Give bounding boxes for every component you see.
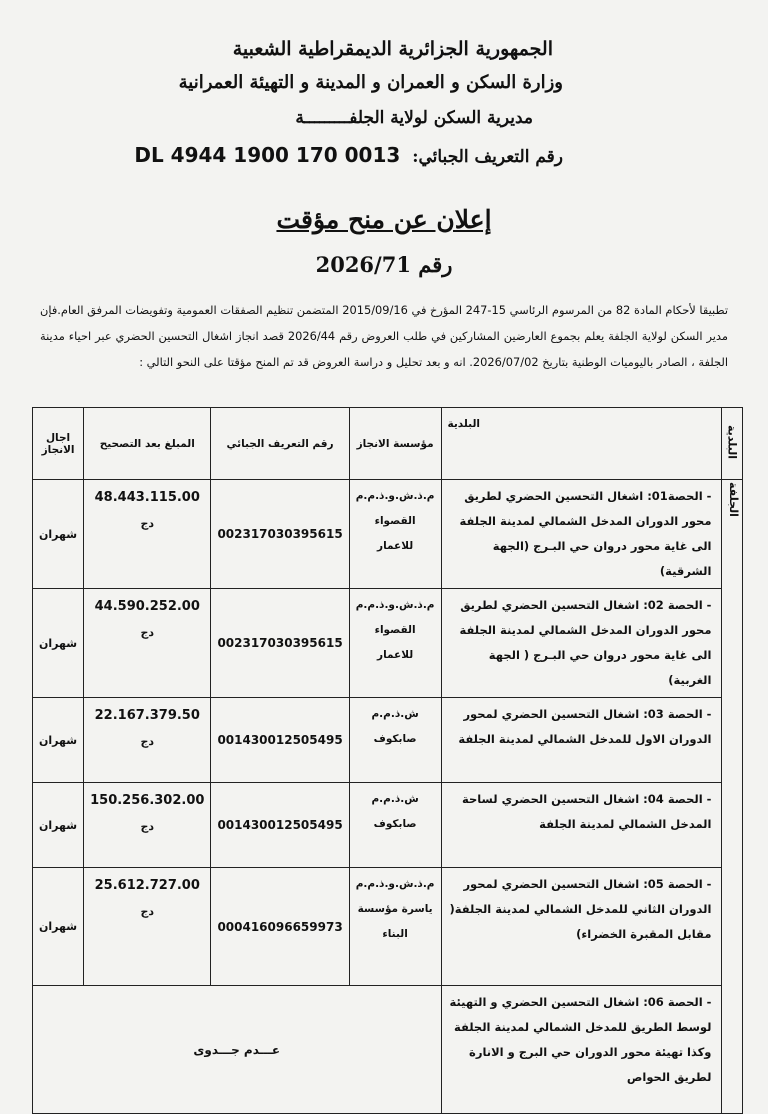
wilaya-cell (722, 480, 743, 1114)
company-cell: ش.ذ.م.م صابكوف (349, 698, 441, 783)
ministry-heading: وزارة السكن و العمران و المدينة و التهيئة العمرانية (178, 72, 563, 93)
table-row (33, 868, 743, 986)
lot-description: - الحصة 06: اشغال التحسين الحضري و التهيئة لوسط الطريق للمدخل الشمالي لمدينة الجلفة وكذا تهيئة محور الدوران حي البرج و الانارة لطريق الحواص (441, 986, 722, 1114)
announcement-number: رقم 2026/71 (315, 252, 453, 277)
tax-id-line (134, 143, 563, 167)
tax-id-cell: 001430012505495 (211, 783, 349, 868)
no-award-cell: عـــدم جـــدوى (33, 986, 442, 1114)
lot-description: - الحصة 04: اشغال التحسين الحضري لساحة المدخل الشمالي لمدينة الجلفة (441, 783, 722, 868)
tax-id-cell: 000416096659973 (211, 868, 349, 986)
header-company: مؤسسة الانجاز (349, 408, 441, 480)
announcement-title: إعلان عن منح مؤقت (276, 205, 492, 234)
duration-cell: شهران (33, 868, 84, 986)
amount-cell: 22.167.379.50 دج (84, 698, 211, 783)
header-amount: المبلغ بعد التصحيح (84, 408, 211, 480)
amount-cell: 48.443.115.00 دج (84, 480, 211, 589)
lot-description: - الحصة01: اشغال التحسين الحضري لطريق محور الدوران المدخل الشمالي لمدينة الجلفة الى غاية محور دروان حي البـرج (الجهة الشرقية) (441, 480, 722, 589)
header-tax-id: رقم التعريف الجبائي (211, 408, 349, 480)
table-row (33, 589, 743, 698)
duration-cell: شهران (33, 589, 84, 698)
company-cell: م.ذ.ش.و.ذ.م.م القصواء للاعمار (349, 589, 441, 698)
header-duration: اجال الانجاز (33, 408, 84, 480)
table-row (33, 480, 743, 589)
duration-cell: شهران (33, 783, 84, 868)
company-cell: م.ذ.ش.و.ذ.م.م ياسرة مؤسسة البناء (349, 868, 441, 986)
table-header-row (33, 408, 743, 480)
header-municipality: البلدية (441, 408, 722, 480)
tax-id-value: DL 4944 1900 170 0013 (134, 143, 401, 167)
company-cell: ش.ذ.م.م صابكوف (349, 783, 441, 868)
duration-cell: شهران (33, 480, 84, 589)
lot-description: - الحصة 02: اشغال التحسين الحضري لطريق محور الدوران المدخل الشمالي لمدينة الجلفة الى غاية محور دروان حي البـرج ( الجهة الغربية) (441, 589, 722, 698)
republic-heading: الجمهورية الجزائرية الديمقراطية الشعبية (232, 38, 553, 60)
amount-cell: 44.590.252.00 دج (84, 589, 211, 698)
lot-description: - الحصة 05: اشغال التحسين الحضري لمحور الدوران الثاني للمدخل الشمالي لمدينة الجلفة( مقابل المقبرة الخضراء) (441, 868, 722, 986)
amount-cell: 150.256.302.00 دج (84, 783, 211, 868)
tax-id-cell: 002317030395615 (211, 480, 349, 589)
lot-description: - الحصة 03: اشغال التحسين الحضري لمحور الدوران الاول للمدخل الشمالي لمدينة الجلفة (441, 698, 722, 783)
tax-id-cell: 002317030395615 (211, 589, 349, 698)
tax-id-cell: 001430012505495 (211, 698, 349, 783)
header-wilaya: البلدية (722, 408, 743, 480)
directorate-heading: مديرية السكن لولاية الجلفـــــــــة (295, 108, 533, 128)
intro-paragraph: تطبيقا لأحكام المادة 82 من المرسوم الرئاسي 15-247 المؤرخ في 2015/09/16 المتضمن تنظيم الصفقات العمومية وتفويضات المرفق العام.فإن مدير السكن لولاية الجلفة يعلم بجموع العارضين المشاركين في طلب العروض رقم 2026/44 قصد انجاز اشغال التحسين الحضري عبر احياء مدينة الجلفة ، الصادر باليوميات الوطنية بتاريخ 2026/07/02. انه و بعد تحليل و دراسة العروض قد تم المنح مؤقتا على النحو التالي : (40, 303, 729, 369)
tax-id-label: رقم التعريف الجبائي: (412, 147, 563, 167)
wilaya-name: الجلفة (727, 482, 740, 517)
duration-cell: شهران (33, 698, 84, 783)
table-row (33, 986, 743, 1114)
table-row (33, 698, 743, 783)
amount-cell: 25.612.727.00 دج (84, 868, 211, 986)
award-table (32, 407, 743, 1114)
company-cell: م.ذ.ش.و.ذ.م.م القصواء للاعمار (349, 480, 441, 589)
table-row (33, 783, 743, 868)
